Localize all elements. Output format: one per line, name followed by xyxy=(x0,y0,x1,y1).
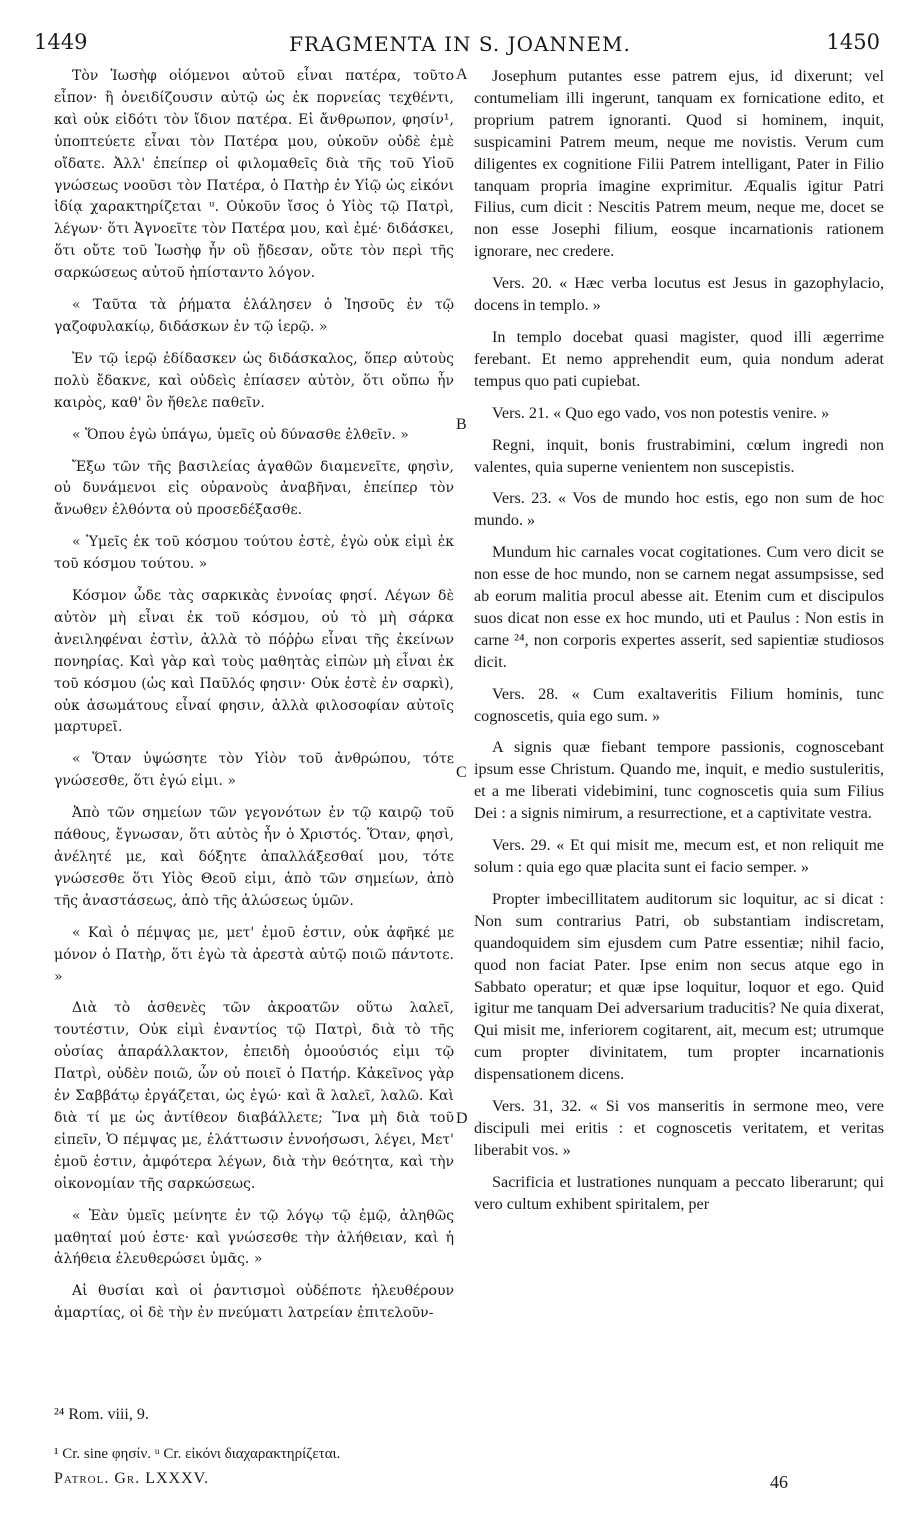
section-marker-b: B xyxy=(456,416,467,433)
greek-paragraph: Τὸν Ἰωσὴφ οἰόμενοι αὐτοῦ εἶναι πατέρα, τοῦτο εἶπον· ἢ ὀνειδίζουσιν αὐτῷ ὡς ἐκ πορνείας τεχθέντι, καὶ οὐκ εἰδότι τὸν ἴδιον πατέρα. Εἰ ἄνθρωπον, φησίν¹, ὑποπτεύετε εἶναι τὸν Πατέρα μου, οὐκοῦν οὐδὲ ἐμὲ οἴδατε. Ἀλλ' ἐπείπερ οἱ φιλομαθεῖς διὰ τῆς τοῦ Υἱοῦ γνώσεως νοοῦσι τὸν Πατέρα, ὁ Πατὴρ ἐν Υἱῷ ὡς εἰκόνι ἰδίᾳ χαρακτηρίζεται ᵘ. Οὐκοῦν ἴσος ὁ Υἱὸς τῷ Πατρὶ, λέγων· ὅτι Ἀγνοεῖτε τὸν Πατέρα μου, καὶ ἐμέ· διδάσκει, ὅτι οὔτε τοῦ Ἰωσὴφ ἦν οὓ ᾔδεσαν, οὔτε τὸν περὶ τῆς σαρκώσεως αὐτοῦ ἠπίσταντο λόγον. xyxy=(54,68,454,282)
latin-column xyxy=(474,66,884,1226)
greek-verse: « Ταῦτα τὰ ῥήματα ἐλάλησεν ὁ Ἰησοῦς ἐν τῷ γαζοφυλακίῳ, διδάσκων ἐν τῷ ἱερῷ. » xyxy=(54,297,454,335)
greek-verse: « Ἐὰν ὑμεῖς μείνητε ἐν τῷ λόγῳ τῷ ἐμῷ, ἀληθῶς μαθηταί μού ἐστε· καὶ γνώσεσθε τὴν ἀλήθειαν, καὶ ἡ ἀλήθεια ἐλευθερώσει ὑμᾶς. » xyxy=(54,1207,454,1268)
greek-paragraph: Ἀπὸ τῶν σημείων τῶν γεγονότων ἐν τῷ καιρῷ τοῦ πάθους, ἔγνωσαν, ὅτι αὐτὸς ἦν ὁ Χριστός. Ὅταν, φησὶ, ἀνέλητέ με, καὶ δόξητε ἀπαλλάξεσθαί μου, τότε γνώσεσθε ὅτι Υἱὸς Θεοῦ εἰμι, ἀπὸ τῶν σημείων, ἀπὸ τῆς ἀναστάσεως, ἀπὸ τῆς ἁλώσεως ὑμῶν. xyxy=(54,805,454,909)
latin-paragraph: Josephum putantes esse patrem ejus, id dixerunt; vel contumeliam illi ingerunt, tanquam ex fornicatione edito, et proprium patrem ignoranti. Quod si hominem, inquit, suspicamini Patrem meum, neque me novistis. Verum cum diligentes ex cognitione Filii Patrem intelligant, Pater in Filio tanquam propria imagine exprimitur. Æqualis igitur Patri Filius, cum dicit : Nescitis Patrem meum, neque me, docet se non esse Josephi filium, eosque incarnationis rationem ignorare, nec credere. xyxy=(474,67,884,261)
section-marker-d: D xyxy=(456,1110,468,1127)
greek-verse: « Καὶ ὁ πέμψας με, μετ' ἐμοῦ ἐστιν, οὐκ ἀφῆκέ με μόνον ὁ Πατὴρ, ὅτι ἐγὼ τὰ ἀρεστὰ αὐτῷ ποιῶ πάντοτε. » xyxy=(54,924,454,985)
latin-paragraph: Mundum hic carnales vocat cogitationes. Cum vero dicit se non esse de hoc mundo, non se carnem negat assumpsisse, sed ab eorum malitia procul abesse ait. Etenim cum et discipulos suos dicat non esse ex hoc mundo, uti et Paulus : Non estis in carne ²⁴, non corporis expertes asserit, sed sapientiæ studiosos dicit. xyxy=(474,543,884,671)
greek-paragraph: Ἔξω τῶν τῆς βασιλείας ἀγαθῶν διαμενεῖτε, φησὶν, οὐ δυνάμενοι εἰς οὐρανοὺς ἀναβῆναι, ἐπείπερ τὸν ἄνωθεν ἐλθόντα οὐ προσεδέξασθε. xyxy=(54,458,454,519)
footnote-reference: ²⁴ Rom. viii, 9. xyxy=(54,1406,149,1423)
section-marker-a: A xyxy=(456,66,468,83)
greek-verse: « Ὅταν ὑψώσητε τὸν Υἱὸν τοῦ ἀνθρώπου, τότε γνώσεσθε, ὅτι ἐγώ εἰμι. » xyxy=(54,751,454,790)
greek-paragraph: Διὰ τὸ ἀσθενὲς τῶν ἀκροατῶν οὕτω λαλεῖ, τουτέστιν, Οὐκ εἰμὶ ἐναντίος τῷ Πατρὶ, διὰ τὸ τῆς οὐσίας ἀπαράλλακτον, ἐπειδὴ ὁμοούσιός εἰμι τῷ Πατρὶ, οὐδὲν ποιῶ, ὧν οὐ ποιεῖ ὁ Πατήρ. Κἀκεῖνος γὰρ ἐν Σαββάτῳ ἐργάζεται, ὡς ἐγώ· καὶ ἃ λαλεῖ, λαλῶ. Καὶ διὰ τί με ὡς ἀντίθεον διαβάλλετε; Ἵνα μὴ διὰ τοῦ εἰπεῖν, Ὁ πέμψας με, ἐλάττωσιν ἐννοήσωσι, λέγει, Μετ' ἐμοῦ ἐστιν, ἀμφότερα λέγων, διὰ τὴν θεότητα, καὶ τὴν οἰκονομίαν τῆς σαρκώσεως. xyxy=(54,1000,454,1192)
latin-verse: Vers. 21. « Quo ego vado, vos non potestis venire. » xyxy=(492,403,830,422)
greek-paragraph: Ἐν τῷ ἱερῷ ἐδίδασκεν ὡς διδάσκαλος, ὅπερ αὐτοὺς πολὺ ἔδακνε, καὶ οὐδεὶς ἐπίασεν αὐτὸν, ὅτι οὔπω ἦν καιρὸς, καθ' ὃν ἤθελε παθεῖν. xyxy=(54,350,454,411)
latin-paragraph: Propter imbecillitatem auditorum sic loquitur, ac si dicat : Non sum contrarius Patri, ob substantiam indiscretam, quandoquidem sim ejusdem cum Patre essentiæ; nihil facio, quod non faciat Pater. Ipse enim non secus atque ego in Sabbato operatur; et quæ ipse loquitur, loquor et ego. Quid igitur me tanquam Dei adversarium traducitis? Ne quia dixerat, Qui misit me, inferiorem cogitarent, ait, mecum est; utrumque cum propter divinitatem, tum propter incarnationis dispensationem dicens. xyxy=(474,889,884,1084)
greek-column xyxy=(54,66,454,1335)
latin-verse: Vers. 29. « Et qui misit me, mecum est, et non reliquit me solum : quia ego quæ placita sunt ei facio semper. » xyxy=(474,836,884,876)
greek-verse: « Ὑμεῖς ἐκ τοῦ κόσμου τούτου ἐστὲ, ἐγὼ οὐκ εἰμὶ ἐκ τοῦ κόσμου τούτου. » xyxy=(54,534,454,573)
latin-paragraph: Sacrificia et lustrationes nunquam a peccato liberarunt; qui vero cultum exhibent spiritalem, per xyxy=(474,1172,884,1213)
footnote-variants: ¹ Cr. sine φησίν. ᵘ Cr. εἰκόνι διαχαρακτηρίζεται. xyxy=(54,1446,341,1462)
greek-paragraph: Κόσμον ὧδε τὰς σαρκικὰς ἐννοίας φησί. Λέγων δὲ αὐτὸν μὴ εἶναι ἐκ τοῦ κόσμου, οὐ τὸ μὴ σάρκα ἀνειληφέναι ἐστὶν, ἀλλὰ τὸ πόῤῥω εἶναι τῆς ἐκείνων πονηρίας. Καὶ γὰρ καὶ τοὺς μαθητὰς εἰπὼν μὴ εἶναι ἐκ τοῦ κόσμου (ὡς καὶ Παῦλός φησιν· Οὐκ ἐστὲ ἐν σαρκὶ), οὐκ ἀσωμάτους εἶναί φησιν, ἀλλὰ φιλοσοφίαν αὐτοῖς μαρτυρεῖ. xyxy=(54,588,454,736)
latin-verse: Vers. 23. « Vos de mundo hoc estis, ego non sum de hoc mundo. » xyxy=(474,489,884,530)
page-number-left: 1449 xyxy=(34,30,88,54)
page-number-right: 1450 xyxy=(826,30,880,54)
latin-verse: Vers. 28. « Cum exaltaveritis Filium hominis, tunc cognoscetis, quia ego sum. » xyxy=(474,684,884,725)
signature-mark: 46 xyxy=(770,1472,788,1492)
running-title: FRAGMENTA IN S. JOANNEM. xyxy=(289,32,631,56)
latin-paragraph: A signis quæ fiebant tempore passionis, cognoscebant ipsum esse Christum. Quando me, inquit, e medio sustuleritis, et a me liberati videbimini, tunc cognoscetis quia sum Filius Dei : a signis nimirum, a resurrectione, et a captivitate vestra. xyxy=(474,738,884,823)
latin-verse: Vers. 31, 32. « Si vos manseritis in sermone meo, vere discipuli mei eritis : et cognoscetis veritatem, et veritas liberabit vos. » xyxy=(474,1097,884,1159)
latin-paragraph: Regni, inquit, bonis frustrabimini, cœlum ingredi non valentes, quia superne venientem non suscepistis. xyxy=(474,435,884,476)
latin-verse: Vers. 20. « Hæc verba locutus est Jesus in gazophylacio, docens in templo. » xyxy=(474,274,884,315)
running-header xyxy=(0,30,920,64)
greek-paragraph: Αἱ θυσίαι καὶ οἱ ῥαντισμοὶ οὐδέποτε ἠλευθέρουν ἁμαρτίας, οἱ δὲ τὴν ἐν πνεύματι λατρείαν ἐπιτελοῦν- xyxy=(54,1283,454,1322)
latin-paragraph: In templo docebat quasi magister, quod illi ægerrime ferebant. Et nemo apprehendit eum, quia nondum aderat tempus quo pati cupiebat. xyxy=(474,327,884,390)
section-marker-c: C xyxy=(456,764,467,781)
series-line: Patrol. Gr. LXXXV. xyxy=(54,1470,210,1487)
greek-verse: « Ὅπου ἐγὼ ὑπάγω, ὑμεῖς οὐ δύνασθε ἐλθεῖν. » xyxy=(72,426,409,443)
